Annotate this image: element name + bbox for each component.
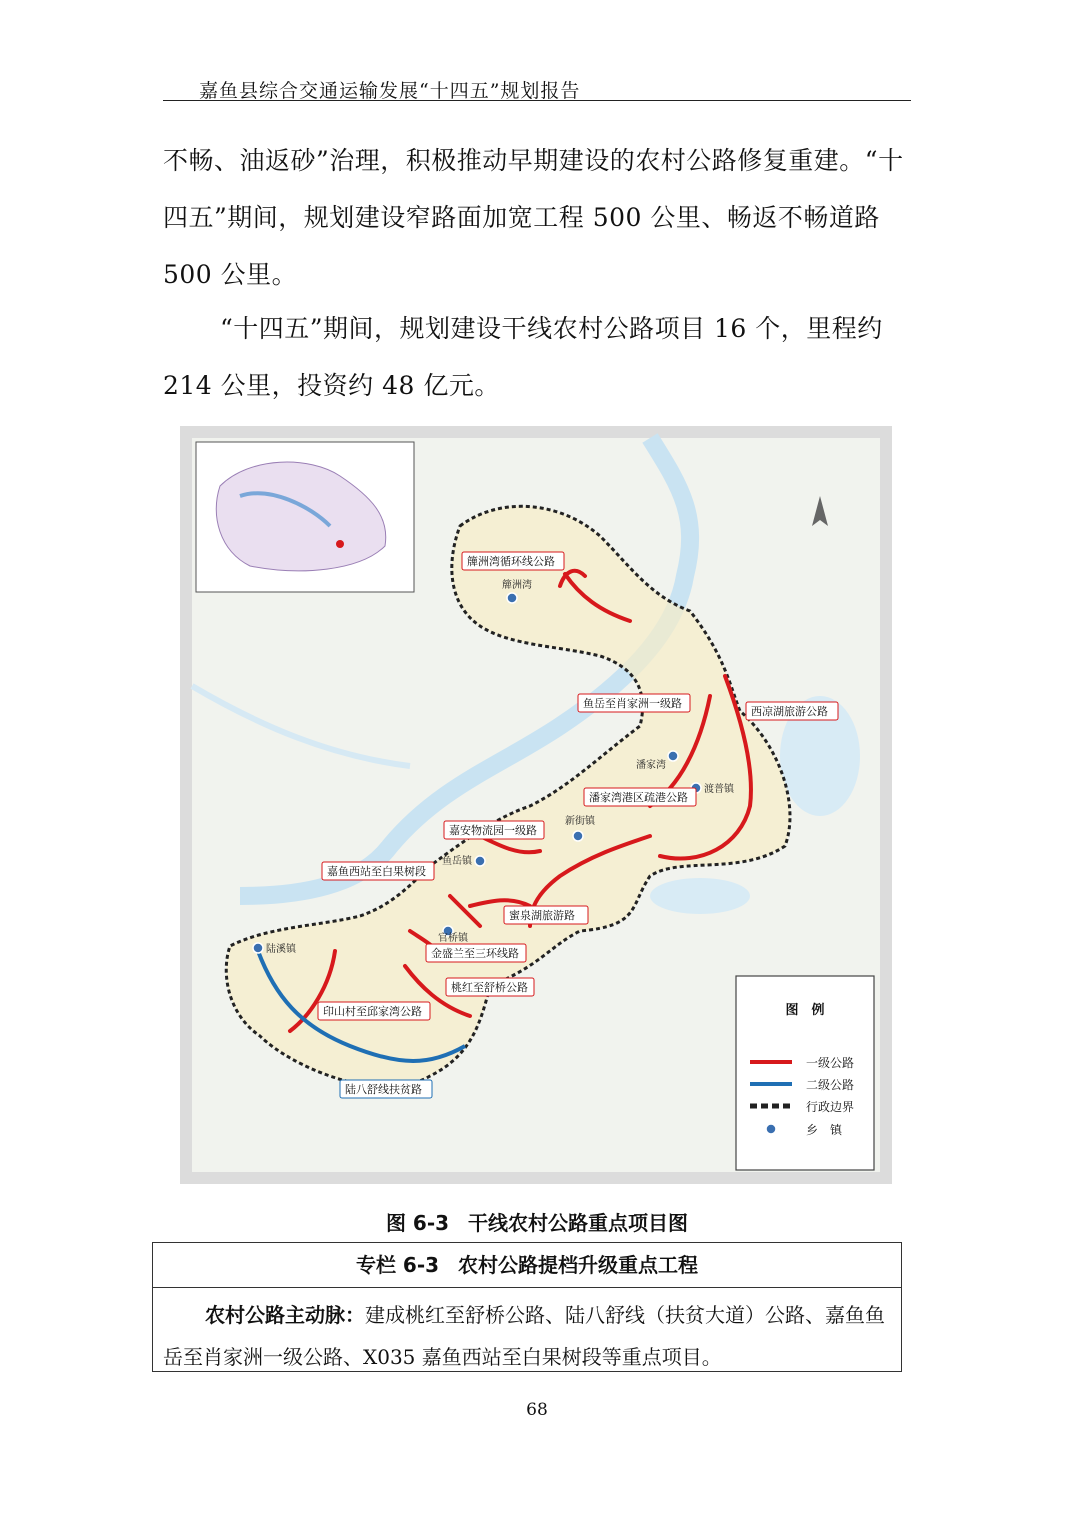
figure-title: 干线农村公路重点项目图 — [468, 1211, 689, 1235]
legend-label-boundary: 行政边界 — [806, 1100, 855, 1114]
column-box — [152, 1242, 902, 1372]
project-label-5: 嘉安物流园一级路 — [449, 824, 537, 837]
project-label-3: 西凉湖旅游公路 — [751, 705, 828, 718]
project-label-6: 嘉鱼西站至白果树段 — [327, 865, 426, 878]
legend-title: 图 例 — [785, 1003, 825, 1018]
lake-shape — [650, 878, 750, 914]
legend-swatch-town — [766, 1124, 776, 1134]
town-xinjie — [573, 831, 583, 841]
column-box-title: 农村公路提档升级重点工程 — [458, 1253, 699, 1277]
project-label-4: 潘家湾港区疏港公路 — [589, 791, 688, 804]
town-label-5: 鱼岳镇 — [442, 856, 472, 867]
town-yuyue — [475, 856, 485, 866]
page-header — [163, 74, 911, 101]
project-label-11: 陆八舒线扶贫路 — [345, 1083, 422, 1096]
column-box-lead: 农村公路主动脉： — [205, 1303, 365, 1327]
column-box-text: 建成桃红至舒桥公路、陆八舒线（扶贫大道）公路、嘉鱼鱼岳至肖家洲一级公路、X035 嘉鱼西站至白果树段等重点项目。 — [163, 1303, 885, 1369]
paragraph-1: 不畅、油返砂”治理，积极推动早期建设的农村公路修复重建。“十四五”期间，规划建设窄路面加宽工程 500 公里、畅返不畅道路 500 公里。 — [163, 146, 904, 289]
town-paizhouwan — [507, 593, 517, 603]
project-label-2: 鱼岳至肖家洲一级路 — [583, 697, 682, 710]
map-legend — [736, 976, 874, 1170]
map-svg — [180, 426, 892, 1184]
town-label-2: 潘家湾 — [636, 760, 666, 771]
town-label-7: 陆溪镇 — [266, 944, 296, 955]
town-label-6: 官桥镇 — [438, 933, 468, 944]
legend-label-town: 乡 镇 — [806, 1123, 843, 1137]
paragraph-2: “十四五”期间，规划建设干线农村公路项目 16 个，里程约 214 公里，投资约 48 亿元。 — [163, 314, 883, 400]
column-box-body — [153, 1288, 901, 1378]
project-label-1: 簰洲湾循环线公路 — [467, 555, 555, 568]
legend-label-grade1: 一级公路 — [806, 1056, 855, 1070]
town-label-3: 渡普镇 — [704, 784, 734, 795]
town-label-1: 簰洲湾 — [502, 580, 532, 591]
project-label-10: 印山村至邱家湾公路 — [323, 1005, 422, 1018]
header-title: 嘉鱼县综合交通运输发展“十四五”规划报告 — [199, 80, 581, 102]
town-label-4: 新街镇 — [565, 816, 595, 827]
figure-caption — [0, 1207, 1074, 1236]
page-number: 68 — [526, 1400, 548, 1420]
figure-number: 图 6-3 — [385, 1211, 450, 1235]
column-box-header — [153, 1243, 901, 1288]
column-box-number: 专栏 6-3 — [355, 1253, 440, 1277]
legend-label-grade2: 二级公路 — [806, 1078, 855, 1092]
town-panjiawan — [668, 751, 678, 761]
inset-location-marker — [336, 540, 344, 548]
project-label-8: 金盛兰至三环线路 — [431, 947, 519, 960]
town-luxi — [253, 943, 263, 953]
project-label-9: 桃红至舒桥公路 — [451, 981, 528, 994]
project-label-7: 蜜泉湖旅游路 — [509, 909, 575, 922]
project-map — [180, 426, 892, 1184]
